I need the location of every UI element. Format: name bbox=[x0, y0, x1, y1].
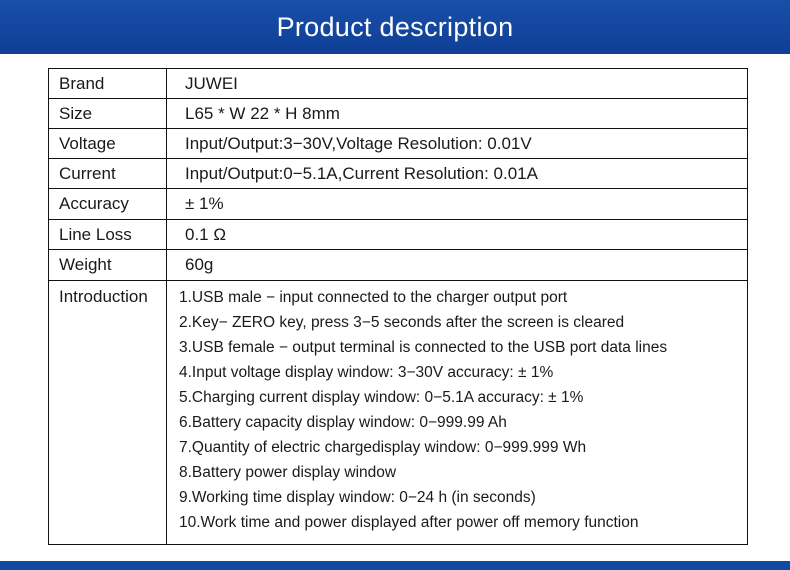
spec-value: ± 1% bbox=[185, 194, 224, 213]
introduction-row bbox=[49, 281, 747, 544]
spec-table bbox=[48, 68, 748, 545]
spec-label: Brand bbox=[49, 69, 167, 98]
list-item: 3.USB female − output terminal is connected to the USB port data lines bbox=[179, 339, 668, 356]
spec-label: Size bbox=[49, 99, 167, 128]
footer-bar bbox=[0, 561, 790, 570]
list-item: 7.Quantity of electric chargedisplay window: 0−999.999 Wh bbox=[179, 439, 587, 456]
spec-value: L65 * W 22 * H 8mm bbox=[185, 103, 340, 123]
list-item: 8.Battery power display window bbox=[179, 464, 397, 481]
list-item: 6.Battery capacity display window: 0−999.99 Ah bbox=[179, 414, 507, 431]
spec-row-voltage bbox=[49, 129, 747, 159]
spec-row-size bbox=[49, 99, 747, 129]
introduction-label: Introduction bbox=[49, 281, 167, 544]
list-item: 10.Work time and power displayed after power off memory function bbox=[179, 514, 639, 531]
page-title: Product description bbox=[276, 11, 514, 42]
spec-value: Input/Output:3−30V,Voltage Resolution: 0.01V bbox=[185, 133, 532, 153]
spec-row-line-loss bbox=[49, 220, 747, 250]
list-item: 5.Charging current display window: 0−5.1A accuracy: ± 1% bbox=[179, 389, 584, 406]
spec-row-accuracy bbox=[49, 189, 747, 220]
list-item: 1.USB male − input connected to the charger output port bbox=[179, 289, 568, 306]
spec-label: Current bbox=[49, 159, 167, 188]
list-item: 9.Working time display window: 0−24 h (in seconds) bbox=[179, 489, 536, 506]
list-item: 4.Input voltage display window: 3−30V accuracy: ± 1% bbox=[179, 364, 554, 381]
spec-label: Weight bbox=[49, 250, 167, 280]
spec-label: Line Loss bbox=[49, 220, 167, 249]
spec-label: Accuracy bbox=[49, 189, 167, 219]
list-item: 2.Key− ZERO key, press 3−5 seconds after the screen is cleared bbox=[179, 314, 625, 331]
introduction-list bbox=[179, 285, 667, 535]
spec-value: 60g bbox=[185, 255, 214, 274]
spec-row-brand bbox=[49, 69, 747, 99]
spec-label: Voltage bbox=[49, 129, 167, 158]
spec-value: JUWEI bbox=[185, 73, 238, 93]
header-bar bbox=[0, 0, 790, 54]
spec-value: Input/Output:0−5.1A,Current Resolution: 0.01A bbox=[185, 163, 538, 183]
spec-row-current bbox=[49, 159, 747, 189]
spec-value: 0.1 Ω bbox=[185, 224, 227, 244]
spec-row-weight bbox=[49, 250, 747, 281]
